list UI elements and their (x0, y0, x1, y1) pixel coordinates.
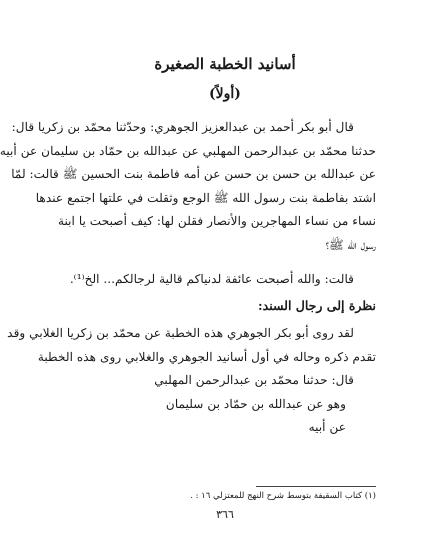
quote-paragraph (69, 268, 376, 292)
paragraph-line: اشتد بفاطمة بنت رسول الله ﷺ الوجع وثقلت في علتها اجتمع عندها (35, 190, 376, 205)
paragraph-line: نساء من نساء المهاجرين والأنصار فقلن لها: كيف أصبحت يا ابنة (57, 214, 376, 228)
footnote-divider (256, 486, 376, 487)
page-title: أسانيد الخطبة الصغيرة (154, 55, 296, 73)
paragraph-line: تقدم ذكره وحاله في أول أسانيد الجوهري والغلابي روى هذه الخطبة (37, 349, 376, 364)
paragraph-line: رسول الله ﷺ؟ (325, 237, 376, 252)
paragraph-line: وهو عن عبدالله بن حمّاد بن سليمان (165, 396, 346, 411)
paragraph-line: قالت: والله أصبحت عائفة لدنياكم قالية لرجالكم... الخ⁽¹⁾. (69, 272, 354, 286)
narration-paragraph (0, 116, 376, 257)
section-heading: نظرة إلى رجال السند: (258, 298, 376, 313)
paragraph-line: عن عبدالله بن حسن بن حسن عن أمه فاطمة بنت الحسين ﷺ قالت: لمّا (11, 167, 376, 181)
chain-paragraph (7, 322, 376, 440)
section-subtitle: (أولاً) (209, 86, 241, 102)
paragraph-line: لقد روى أبو بكر الجوهري هذه الخطبة عن محمّد بن زكريا الغلابي وقد (7, 326, 354, 340)
paragraph-line: قال أبو بكر أحمد بن عبدالعزيز الجوهري: وحدّثنا محمّد بن زكريا قال: (11, 120, 354, 134)
page-number: ٣٦٦ (216, 508, 234, 521)
paragraph-line: قال: حدثنا محمّد بن عبدالرحمن المهلبي (154, 373, 354, 387)
paragraph-line: عن أبيه (308, 420, 346, 434)
paragraph-line: حدثنا محمّد بن عبدالرحمن المهلبي عن عبدالله بن حمّاد بن سليمان عن أبيه (0, 143, 376, 158)
footnote: (١) كتاب السقيفة بتوسط شرح النهج للمعتزلي ١٦ : . (190, 491, 376, 501)
